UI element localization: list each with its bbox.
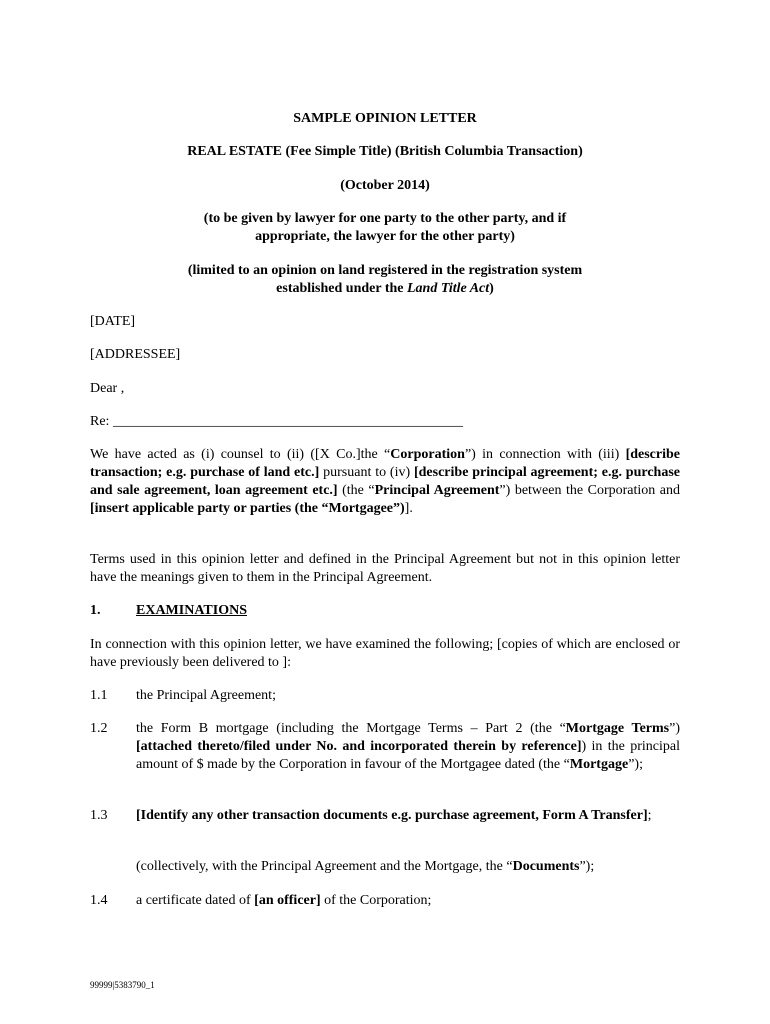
scope-note: (to be given by lawyer for one party to the other party, and if appropriate, the lawyer for the other party) bbox=[203, 211, 567, 244]
intro-bold: Principal Agreement bbox=[374, 483, 500, 498]
item-mortgage bbox=[136, 720, 680, 774]
intro-bold: Corporation bbox=[390, 447, 465, 462]
item-number: 1.1 bbox=[90, 688, 108, 703]
item-text: ”); bbox=[579, 859, 595, 874]
item-certificate bbox=[136, 892, 680, 910]
document-subtitle: REAL ESTATE (Fee Simple Title) (British Columbia Transaction) bbox=[187, 144, 583, 159]
item-text: a certificate dated of bbox=[136, 893, 255, 908]
intro-text: pursuant to (iv) bbox=[319, 465, 414, 480]
re-blank: __________________________________________________ bbox=[112, 414, 463, 429]
section-heading: EXAMINATIONS bbox=[136, 603, 247, 618]
salutation: Dear , bbox=[90, 381, 125, 396]
item-bold: [an officer] bbox=[254, 893, 321, 908]
item-text: of the Corporation; bbox=[320, 893, 432, 908]
item-bold: Mortgage Terms bbox=[565, 721, 670, 736]
footer-reference: 99999|5383790_1 bbox=[90, 980, 155, 990]
re-line bbox=[90, 413, 680, 431]
item-bold: [attached thereto/filed under No. and incorporated therein by reference] bbox=[136, 739, 582, 754]
intro-paragraph bbox=[90, 446, 680, 518]
item-bold: Mortgage bbox=[569, 757, 629, 772]
item-number: 1.2 bbox=[90, 721, 108, 736]
item-bold: [Identify any other transaction documents e.g. purchase agreement, Form A Transfer] bbox=[136, 808, 648, 823]
examination-intro: In connection with this opinion letter, we have examined the following; [copies of which are enclosed or have previously been delivered to ]: bbox=[90, 637, 680, 670]
intro-text: ”) between the Corporation and bbox=[499, 483, 680, 498]
item-text: (collectively, with the Principal Agreement and the Mortgage, the “ bbox=[136, 859, 513, 874]
item-text: ) in the principal amount of $ made by the Corporation in favour of the Mortgagee dated (the “ bbox=[136, 739, 681, 772]
item-number: 1.3 bbox=[90, 808, 108, 823]
item-bold: Documents bbox=[512, 859, 580, 874]
item-text: ”) bbox=[669, 721, 680, 736]
land-title-act: Land Title Act bbox=[406, 281, 490, 296]
addressee-placeholder: [ADDRESSEE] bbox=[90, 347, 181, 362]
section-number: 1. bbox=[90, 603, 101, 618]
re-label: Re: bbox=[90, 414, 113, 429]
item-number: 1.4 bbox=[90, 893, 108, 908]
intro-bold: [describe principal agreement; e.g. purchase and sale agreement, loan agreement etc.] bbox=[90, 465, 681, 498]
document-title: SAMPLE OPINION LETTER bbox=[293, 111, 477, 126]
limitation-text: (limited to an opinion on land registered in the registration system established under the bbox=[187, 263, 583, 296]
intro-text: ]. bbox=[404, 501, 413, 516]
terms-paragraph: Terms used in this opinion letter and defined in the Principal Agreement but not in this opinion letter have the meanings given to them in the Principal Agreement. bbox=[90, 552, 680, 585]
intro-text: ”) in connection with (iii) bbox=[464, 447, 626, 462]
item-text: ; bbox=[647, 808, 652, 823]
item-principal-agreement: the Principal Agreement; bbox=[136, 688, 276, 703]
date-placeholder: [DATE] bbox=[90, 314, 136, 329]
limitation-close: ) bbox=[489, 281, 494, 296]
collective-definition bbox=[136, 858, 680, 876]
item-other-documents bbox=[136, 807, 680, 825]
limitation-note bbox=[180, 262, 590, 298]
intro-bold: [insert applicable party or parties (the “Mortgagee”) bbox=[90, 501, 405, 516]
item-text: the Form B mortgage (including the Mortgage Terms – Part 2 (the “ bbox=[136, 721, 566, 736]
intro-text: (the “ bbox=[337, 483, 375, 498]
intro-bold: [describe transaction; e.g. purchase of land etc.] bbox=[90, 447, 680, 480]
intro-text: We have acted as (i) counsel to (ii) ([X Co.]the “ bbox=[90, 447, 391, 462]
document-date: (October 2014) bbox=[340, 178, 430, 193]
item-text: ”); bbox=[628, 757, 643, 772]
